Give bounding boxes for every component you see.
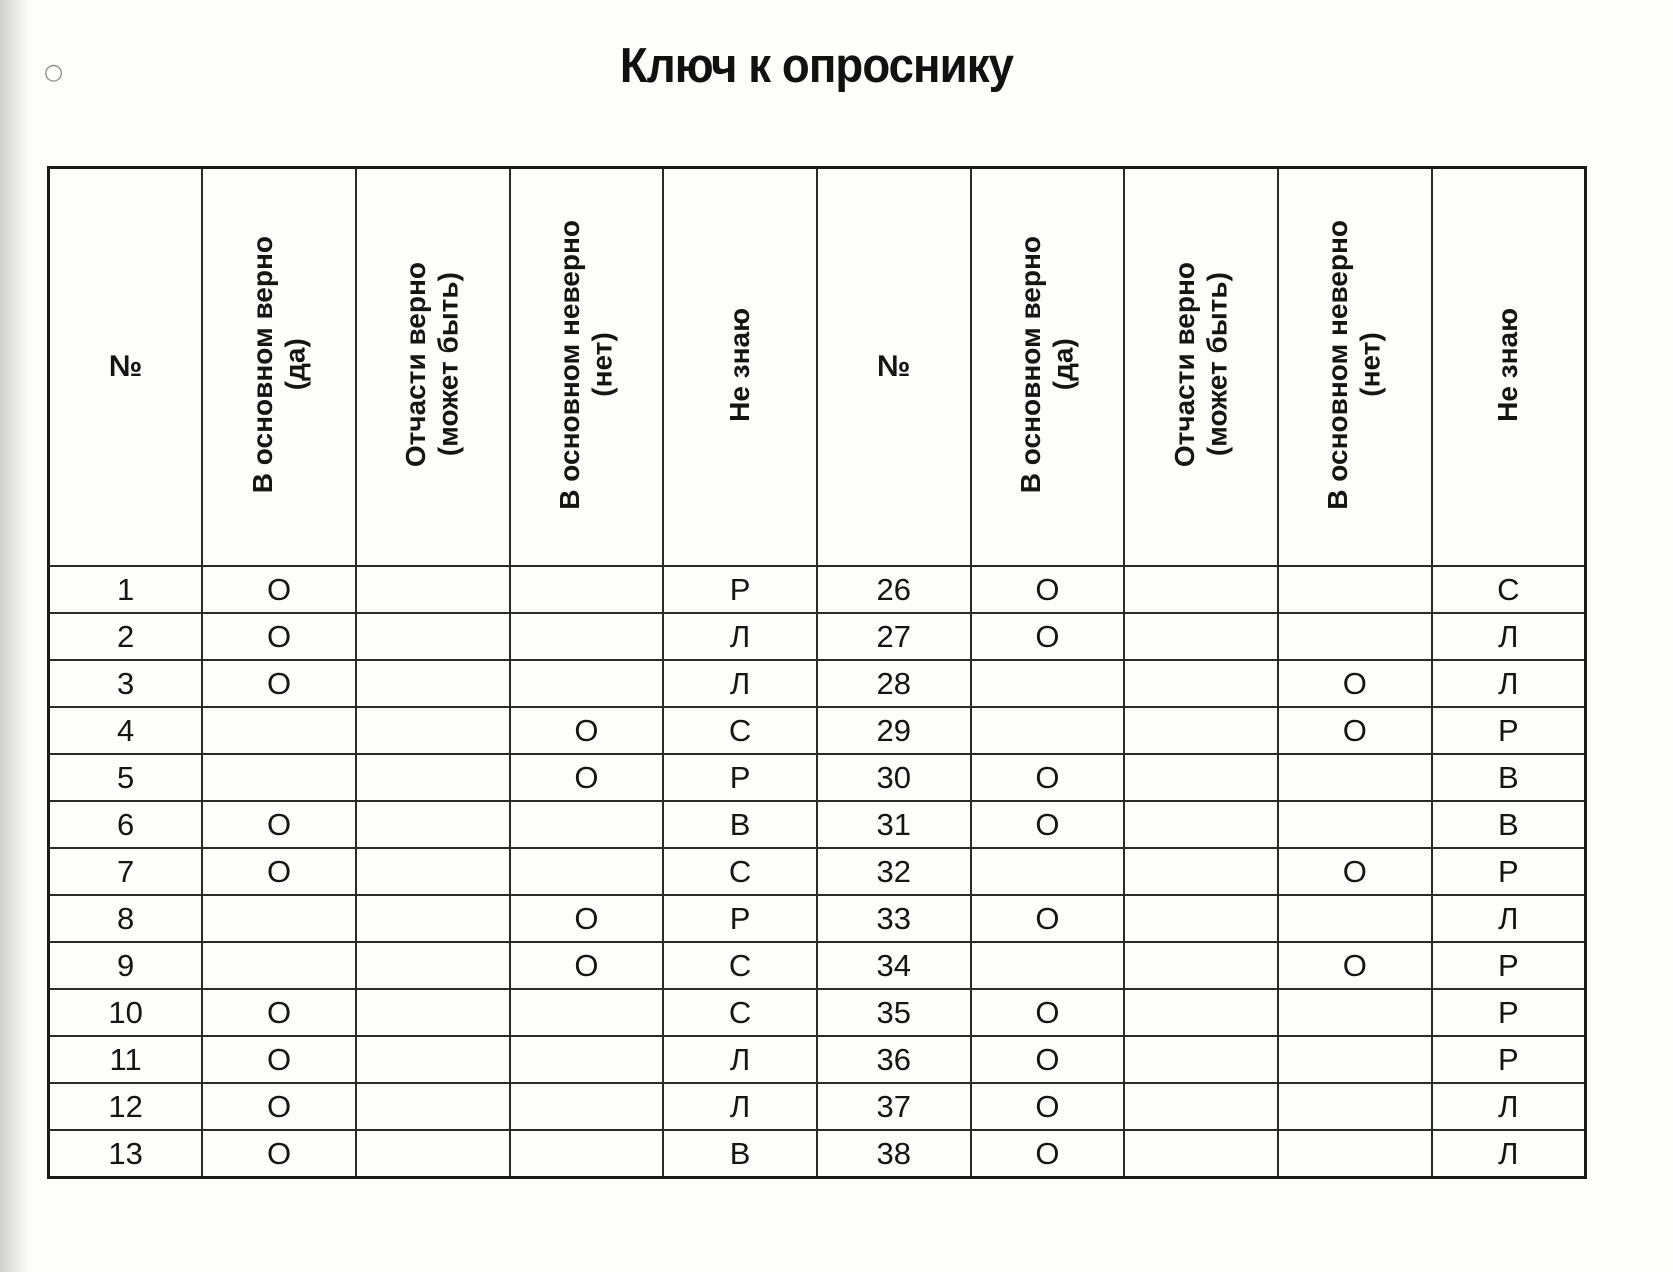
cell-dontknow: Л bbox=[1432, 1083, 1586, 1130]
cell-partly bbox=[356, 801, 510, 848]
cell-partly bbox=[356, 566, 510, 613]
question-number: 28 bbox=[817, 660, 971, 707]
cell-no bbox=[510, 848, 664, 895]
cell-dontknow: С bbox=[663, 707, 817, 754]
cell-dontknow: Р bbox=[1432, 707, 1586, 754]
cell-yes bbox=[971, 660, 1125, 707]
cell-no: О bbox=[1278, 660, 1432, 707]
header-no-left-label: В основном неверно (нет) bbox=[553, 219, 618, 510]
cell-yes: О bbox=[202, 1130, 356, 1178]
cell-yes: О bbox=[971, 1130, 1125, 1178]
cell-dontknow: Р bbox=[663, 566, 817, 613]
cell-partly bbox=[356, 1130, 510, 1178]
scanned-page-edge bbox=[0, 0, 30, 1272]
table-row bbox=[49, 1130, 1586, 1178]
question-number: 13 bbox=[49, 1130, 203, 1178]
cell-no bbox=[510, 989, 664, 1036]
cell-dontknow: Л bbox=[1432, 895, 1586, 942]
question-number: 31 bbox=[817, 801, 971, 848]
question-number: 33 bbox=[817, 895, 971, 942]
question-number: 38 bbox=[817, 1130, 971, 1178]
question-number: 37 bbox=[817, 1083, 971, 1130]
question-number: 36 bbox=[817, 1036, 971, 1083]
cell-partly bbox=[356, 707, 510, 754]
cell-no: О bbox=[1278, 707, 1432, 754]
cell-yes: О bbox=[971, 1036, 1125, 1083]
cell-dontknow: Р bbox=[1432, 1036, 1586, 1083]
cell-yes bbox=[971, 707, 1125, 754]
cell-no: О bbox=[510, 895, 664, 942]
cell-yes: О bbox=[971, 613, 1125, 660]
cell-partly bbox=[356, 848, 510, 895]
question-number: 1 bbox=[49, 566, 203, 613]
cell-dontknow: Л bbox=[663, 1083, 817, 1130]
cell-partly bbox=[356, 1036, 510, 1083]
table-row bbox=[49, 566, 1586, 613]
question-number: 26 bbox=[817, 566, 971, 613]
question-number: 2 bbox=[49, 613, 203, 660]
cell-yes: О bbox=[971, 754, 1125, 801]
cell-no: О bbox=[510, 754, 664, 801]
questionnaire-key-table bbox=[47, 166, 1587, 1179]
cell-no bbox=[1278, 989, 1432, 1036]
cell-dontknow: В bbox=[1432, 754, 1586, 801]
cell-dontknow: С bbox=[1432, 566, 1586, 613]
cell-no bbox=[1278, 613, 1432, 660]
cell-partly bbox=[1124, 754, 1278, 801]
cell-no: О bbox=[1278, 942, 1432, 989]
cell-dontknow: Л bbox=[1432, 613, 1586, 660]
cell-dontknow: Л bbox=[663, 1036, 817, 1083]
header-yes-right-label: В основном верно (да) bbox=[1015, 235, 1079, 494]
cell-partly bbox=[1124, 1130, 1278, 1178]
question-number: 9 bbox=[49, 942, 203, 989]
question-number: 10 bbox=[49, 989, 203, 1036]
cell-dontknow: С bbox=[663, 942, 817, 989]
cell-no bbox=[510, 801, 664, 848]
cell-dontknow: В bbox=[1432, 801, 1586, 848]
cell-no bbox=[510, 1130, 664, 1178]
table-row bbox=[49, 1083, 1586, 1130]
cell-yes: О bbox=[202, 1083, 356, 1130]
question-number: 35 bbox=[817, 989, 971, 1036]
cell-partly bbox=[1124, 566, 1278, 613]
cell-yes bbox=[202, 942, 356, 989]
table-row bbox=[49, 895, 1586, 942]
cell-dontknow: В bbox=[663, 1130, 817, 1178]
cell-yes: О bbox=[971, 566, 1125, 613]
header-no-left bbox=[510, 168, 664, 567]
cell-dontknow: Л bbox=[1432, 660, 1586, 707]
cell-dontknow: В bbox=[663, 801, 817, 848]
header-row bbox=[49, 168, 1586, 567]
table-row bbox=[49, 848, 1586, 895]
cell-no: О bbox=[1278, 848, 1432, 895]
table-row bbox=[49, 754, 1586, 801]
cell-yes: О bbox=[202, 660, 356, 707]
cell-yes: О bbox=[202, 989, 356, 1036]
table-row bbox=[49, 801, 1586, 848]
cell-partly bbox=[356, 942, 510, 989]
table-row bbox=[49, 707, 1586, 754]
table-row bbox=[49, 989, 1586, 1036]
cell-yes bbox=[971, 942, 1125, 989]
header-dontknow-left-label: Не знаю bbox=[723, 307, 755, 422]
header-no-right-label: В основном неверно (нет) bbox=[1322, 219, 1386, 510]
question-number: 3 bbox=[49, 660, 203, 707]
cell-no bbox=[1278, 754, 1432, 801]
question-number: 5 bbox=[49, 754, 203, 801]
cell-dontknow: Л bbox=[663, 660, 817, 707]
cell-yes bbox=[202, 895, 356, 942]
header-partly-right-label: Отчасти верно (может быть) bbox=[1168, 261, 1233, 468]
header-partly-left bbox=[356, 168, 510, 567]
cell-no bbox=[1278, 1036, 1432, 1083]
cell-no bbox=[510, 613, 664, 660]
cell-partly bbox=[1124, 1083, 1278, 1130]
cell-yes: О bbox=[202, 848, 356, 895]
cell-partly bbox=[356, 660, 510, 707]
question-number: 30 bbox=[817, 754, 971, 801]
question-number: 27 bbox=[817, 613, 971, 660]
table-row bbox=[49, 942, 1586, 989]
cell-partly bbox=[356, 754, 510, 801]
question-number: 4 bbox=[49, 707, 203, 754]
cell-no bbox=[1278, 566, 1432, 613]
header-number-left: № bbox=[49, 168, 203, 567]
question-number: 12 bbox=[49, 1083, 203, 1130]
header-yes-left-label: В основном верно (да) bbox=[246, 235, 311, 494]
cell-partly bbox=[356, 1083, 510, 1130]
question-number: 32 bbox=[817, 848, 971, 895]
table-row bbox=[49, 1036, 1586, 1083]
table-row bbox=[49, 660, 1586, 707]
cell-partly bbox=[1124, 660, 1278, 707]
cell-partly bbox=[1124, 1036, 1278, 1083]
cell-dontknow: Р bbox=[1432, 989, 1586, 1036]
header-dontknow-left bbox=[663, 168, 817, 567]
cell-partly bbox=[1124, 942, 1278, 989]
cell-yes: О bbox=[202, 1036, 356, 1083]
cell-partly bbox=[356, 895, 510, 942]
header-partly-left-label: Отчасти верно (может быть) bbox=[400, 261, 464, 468]
cell-dontknow: Р bbox=[663, 895, 817, 942]
cell-partly bbox=[1124, 801, 1278, 848]
cell-dontknow: Р bbox=[663, 754, 817, 801]
cell-yes: О bbox=[202, 613, 356, 660]
cell-partly bbox=[1124, 989, 1278, 1036]
punch-hole-mark: ○ bbox=[44, 60, 64, 85]
question-number: 29 bbox=[817, 707, 971, 754]
cell-yes: О bbox=[202, 801, 356, 848]
table-row bbox=[49, 613, 1586, 660]
header-number-right: № bbox=[817, 168, 971, 567]
cell-no: О bbox=[510, 942, 664, 989]
cell-yes: О bbox=[202, 566, 356, 613]
cell-yes: О bbox=[971, 801, 1125, 848]
cell-yes bbox=[971, 848, 1125, 895]
cell-yes bbox=[202, 707, 356, 754]
page-title: Ключ к опроснику bbox=[619, 39, 1014, 93]
cell-partly bbox=[356, 989, 510, 1036]
question-number: 7 bbox=[49, 848, 203, 895]
cell-dontknow: С bbox=[663, 848, 817, 895]
cell-yes: О bbox=[971, 989, 1125, 1036]
cell-yes: О bbox=[971, 895, 1125, 942]
header-no-right bbox=[1278, 168, 1432, 567]
cell-no bbox=[510, 566, 664, 613]
header-dontknow-right-label: Не знаю bbox=[1492, 307, 1524, 422]
cell-yes: О bbox=[971, 1083, 1125, 1130]
cell-no: О bbox=[510, 707, 664, 754]
cell-partly bbox=[356, 613, 510, 660]
cell-partly bbox=[1124, 707, 1278, 754]
cell-partly bbox=[1124, 848, 1278, 895]
header-yes-right bbox=[971, 168, 1125, 567]
cell-dontknow: Р bbox=[1432, 848, 1586, 895]
cell-yes bbox=[202, 754, 356, 801]
cell-no bbox=[1278, 1130, 1432, 1178]
question-number: 11 bbox=[49, 1036, 203, 1083]
question-number: 6 bbox=[49, 801, 203, 848]
cell-dontknow: Л bbox=[1432, 1130, 1586, 1178]
cell-partly bbox=[1124, 613, 1278, 660]
cell-partly bbox=[1124, 895, 1278, 942]
header-partly-right bbox=[1124, 168, 1278, 567]
cell-no bbox=[510, 660, 664, 707]
cell-no bbox=[1278, 1083, 1432, 1130]
cell-no bbox=[510, 1083, 664, 1130]
cell-dontknow: С bbox=[663, 989, 817, 1036]
cell-dontknow: Л bbox=[663, 613, 817, 660]
header-dontknow-right bbox=[1432, 168, 1586, 567]
question-number: 8 bbox=[49, 895, 203, 942]
cell-no bbox=[1278, 895, 1432, 942]
cell-dontknow: Р bbox=[1432, 942, 1586, 989]
question-number: 34 bbox=[817, 942, 971, 989]
cell-no bbox=[1278, 801, 1432, 848]
cell-no bbox=[510, 1036, 664, 1083]
header-yes-left bbox=[202, 168, 356, 567]
